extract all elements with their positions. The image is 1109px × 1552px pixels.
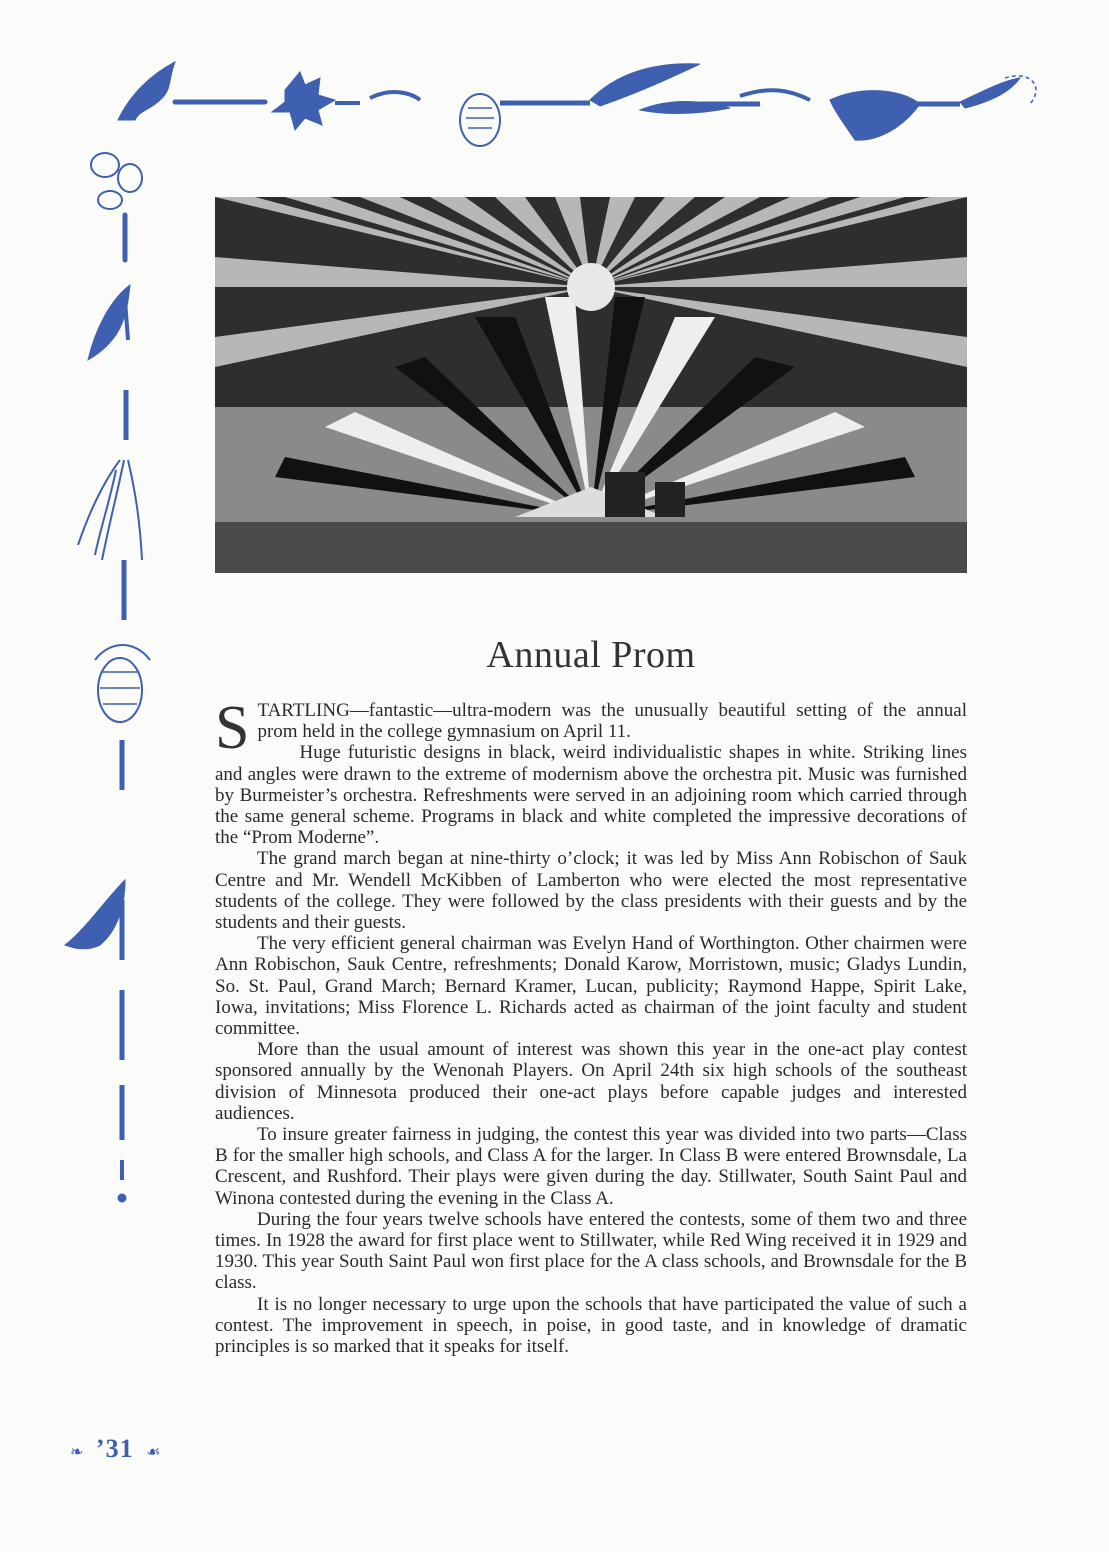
article-paragraph: STARTLING—fantastic—ultra-modern was the unusually beautiful setting of the annual prom held in the college gymnasium on April 11. (215, 694, 967, 762)
folio-left-ornament-icon: ❧ (70, 1444, 84, 1461)
page-title: Annual Prom (486, 634, 696, 676)
article-paragraph: It is no longer necessary to urge upon the schools that have participated the value of such a contest. The improvement in speech, in poise, in good taste, and in knowledge of dramatic principles is so marked that it speaks for itself. (215, 1293, 967, 1358)
folio-year: ’31 (95, 1434, 134, 1463)
article-paragraph: During the four years twelve schools have entered the contests, some of them two and three times. In 1928 the award for first place went to Stillwater, while Red Wing received it in 1929 and 1930. This year South Saint Paul won first place for the A class schools, and Brownsdale for the B class. (215, 1208, 967, 1294)
article-paragraph: Huge futuristic designs in black, weird individualistic shapes in white. Striking lines and angles were drawn to the extreme of modernism above the orchestra pit. Music was furnished by Burmeister’s orchestra. Refreshments were served in an adjoining room which carried through the same general scheme. Programs in black and white completed the impressive decorations of the “Prom Moderne”. (215, 742, 967, 849)
folio-right-ornament-icon: ☙ (146, 1444, 161, 1461)
article-paragraph: The grand march began at nine-thirty o’clock; it was led by Miss Ann Robischon of Sauk Centre and Mr. Wendell McKibben of Lamberton who were elected the most representative students of the college. They were followed by the class presidents with their guests and by the students and their guests. (215, 848, 967, 934)
prom-stage-photo-icon (215, 197, 967, 573)
article-paragraph: The very efficient general chairman was Evelyn Hand of Worthington. Other chairmen were Ann Robischon, Sauk Centre, refreshments; Donald Karow, Morristown, music; Gladys Lundin, So. St. Paul, Grand March; Bernard Kramer, Lucan, publicity; Raymond Happe, Spirit Lake, Iowa, invitations; Miss Florence L. Richards acted as chairman of the joint faculty and student committee. (215, 933, 967, 1040)
prom-stage-photo (215, 197, 967, 573)
article-body (215, 694, 967, 1358)
article-paragraph: To insure greater fairness in judging, the contest this year was divided into two parts—Class B for the smaller high schools, and Class A for the larger. In Class B were entered Brownsdale, La Crescent, and Rushford. Their plays were given during the day. Stillwater, South Saint Paul and Winona contested during the evening in the Class A. (215, 1124, 967, 1209)
article-paragraph: More than the usual amount of interest was shown this year in the one-act play contest sponsored annually by the Wenonah Players. On April 24th six high schools of the southeast division of Minnesota produced their one-act plays before capable judges and interested audiences. (215, 1039, 967, 1124)
page-folio (70, 1434, 160, 1464)
drop-cap: S (215, 694, 250, 762)
